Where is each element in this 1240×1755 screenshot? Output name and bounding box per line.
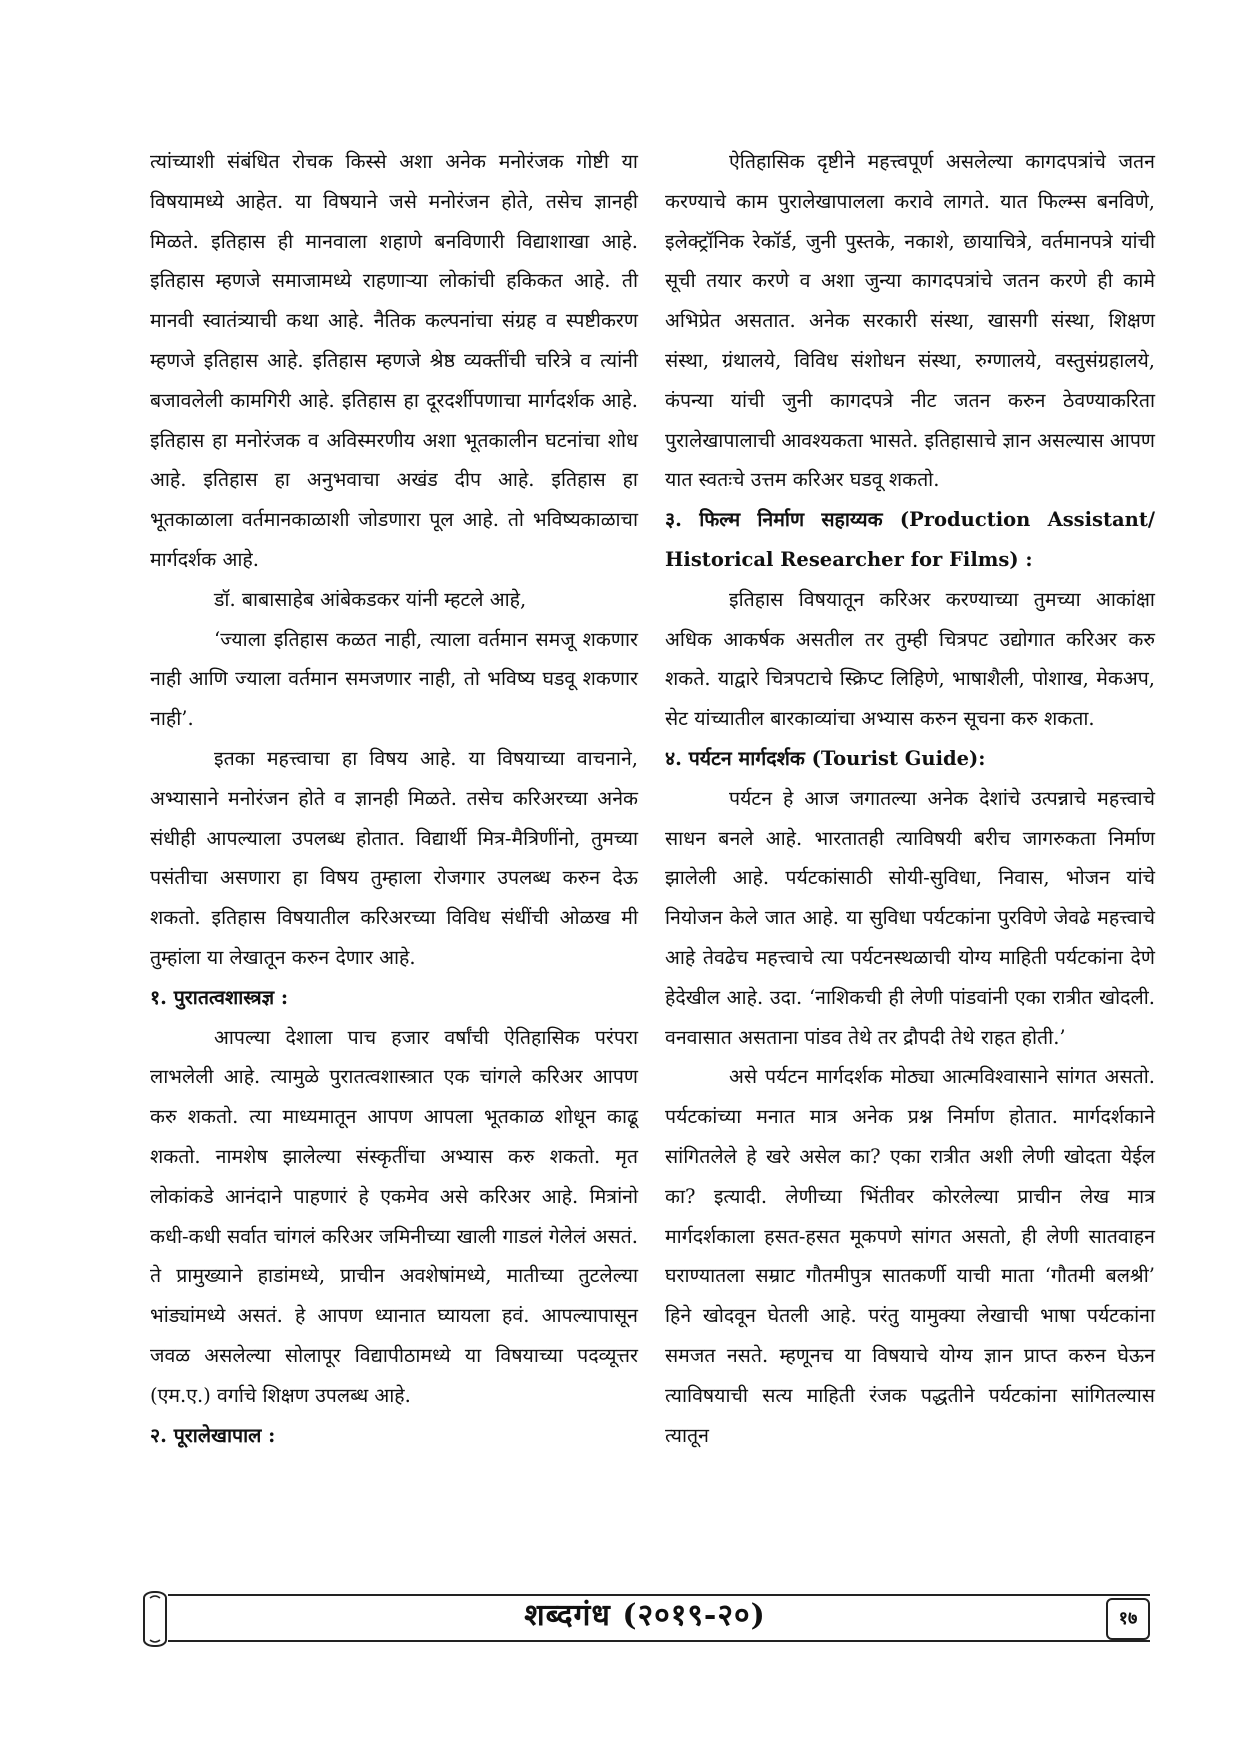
page-number: १७: [1106, 1598, 1150, 1640]
magazine-title: शब्दगंध (२०१९-२०): [524, 1598, 766, 1633]
quote: ‘ज्याला इतिहास कळत नाही, त्याला वर्तमान समजू शकणार नाही आणि ज्याला वर्तमान समजणार नाही, तो भविष्य घडवू शकणार नाही’.: [150, 627, 638, 731]
section-heading: ४. पर्यटन मार्गदर्शक (Tourist Guide):: [665, 746, 986, 770]
paragraph: आपल्या देशाला पाच हजार वर्षांची ऐतिहासिक परंपरा लाभलेली आहे. त्यामुळे पुरातत्वशास्त्रात एक चांगले करिअर आपण करु शकतो. त्या माध्यमातून आपण आपला भूतकाळ शोधून काढू शकतो. नामशेष झालेल्या संस्कृतींचा अभ्यास करु शकतो. मृत लोकांकडे आनंदाने पाहणारं हे एकमेव असे करिअर आहे. मित्रांनो कधी-कधी सर्वात चांगलं करिअर जमिनीच्या खाली गाडलं गेलेलं असतं. ते प्रामुख्याने हाडांमध्ये, प्राचीन अवशेषांमध्ये, मातीच्या तुटलेल्या भांड्यांमध्ये असतं. हे आपण ध्यानात घ्यायला हवं. आपल्यापासून जवळ असलेल्या सोलापूर विद्यापीठामध्ये या विषयाच्या पदव्यूत्तर (एम.ए.) वर्गाचे शिक्षण उपलब्ध आहे.: [150, 1025, 638, 1407]
section-heading: ३. फिल्म निर्माण सहाय्यक (Production Assistant/ Historical Researcher for Films) :: [665, 508, 1155, 571]
section-heading: १. पुरातत्वशास्त्रज्ञ :: [150, 985, 289, 1009]
right-column: [665, 142, 1155, 1455]
footer-rule-bottom: [168, 1640, 1150, 1642]
left-column: [150, 142, 638, 1455]
paragraph: इतका महत्त्वाचा हा विषय आहे. या विषयाच्या वाचनाने, अभ्यासाने मनोरंजन होते व ज्ञानही मिळते. तसेच करिअरच्या अनेक संधीही आपल्याला उपलब्ध होतात. विद्यार्थी मित्र-मैत्रिणींनो, तुमच्या पसंतीचा असणारा हा विषय तुम्हाला रोजगार उपलब्ध करुन देऊ शकतो. इतिहास विषयातील करिअरच्या विविध संधींची ओळख मी तुम्हांला या लेखातून करुन देणार आहे.: [150, 746, 638, 969]
paragraph: पर्यटन हे आज जगातल्या अनेक देशांचे उत्पन्नाचे महत्त्वाचे साधन बनले आहे. भारतातही त्याविषयी बरीच जागरुकता निर्माण झालेली आहे. पर्यटकांसाठी सोयी-सुविधा, निवास, भोजन यांचे नियोजन केले जात आहे. या सुविधा पर्यटकांना पुरविणे जेवढे महत्त्वाचे आहे तेवढेच महत्त्वाचे त्या पर्यटनस्थळाची योग्य माहिती पर्यटकांना देणे हेदेखील आहे. उदा. ‘नाशिकची ही लेणी पांडवांनी एका रात्रीत खोदली. वनवासात असताना पांडव तेथे तर द्रौपदी तेथे राहत होती.’: [665, 786, 1155, 1049]
paragraph: ऐतिहासिक दृष्टीने महत्त्वपूर्ण असलेल्या कागदपत्रांचे जतन करण्याचे काम पुरालेखापालला करावे लागते. यात फिल्म्स बनविणे, इलेक्ट्रॉनिक रेकॉर्ड, जुनी पुस्तके, नकाशे, छायाचित्रे, वर्तमानपत्रे यांची सूची तयार करणे व अशा जुन्या कागदपत्रांचे जतन करणे ही कामे अभिप्रेत असतात. अनेक सरकारी संस्था, खासगी संस्था, शिक्षण संस्था, ग्रंथालये, विविध संशोधन संस्था, रुग्णालये, वस्तुसंग्रहालये, कंपन्या यांची जुनी कागदपत्रे नीट जतन करुन ठेवण्याकरिता पुरालेखापालाची आवश्यकता भासते. इतिहासाचे ज्ञान असल्यास आपण यात स्वतःचे उत्तम करिअर घडवू शकतो.: [665, 150, 1155, 492]
paragraph: इतिहास विषयातून करिअर करण्याच्या तुमच्या आकांक्षा अधिक आकर्षक असतील तर तुम्ही चित्रपट उद्योगात करिअर करु शकते. याद्वारे चित्रपटाचे स्क्रिप्ट लिहिणे, भाषाशैली, पोशाख, मेकअप, सेट यांच्यातील बारकाव्यांचा अभ्यास करुन सूचना करु शकता.: [665, 587, 1155, 731]
page-footer: [140, 1590, 1150, 1650]
section-heading: २. पूरालेखापाल :: [150, 1423, 276, 1447]
paragraph: डॉ. बाबासाहेब आंबेकडकर यांनी म्हटले आहे,: [214, 587, 527, 611]
paragraph: त्यांच्याशी संबंधित रोचक किस्से अशा अनेक मनोरंजक गोष्टी या विषयामध्ये आहेत. या विषयाने जसे मनोरंजन होते, तसेच ज्ञानही मिळते. इतिहास ही मानवाला शहाणे बनविणारी विद्याशाखा आहे. इतिहास म्हणजे समाजामध्ये राहणाऱ्या लोकांची हकिकत आहे. ती मानवी स्वातंत्र्याची कथा आहे. नैतिक कल्पनांचा संग्रह व स्पष्टीकरण म्हणजे इतिहास आहे. इतिहास म्हणजे श्रेष्ठ व्यक्तींची चरित्रे व त्यांनी बजावलेली कामगिरी आहे. इतिहास हा दूरदर्शीपणाचा मार्गदर्शक आहे. इतिहास हा मनोरंजक व अविस्मरणीय अशा भूतकालीन घटनांचा शोध आहे. इतिहास हा अनुभवाचा अखंड दीप आहे. इतिहास हा भूतकाळाला वर्तमानकाळाशी जोडणारा पूल आहे. तो भविष्यकाळाचा मार्गदर्शक आहे.: [150, 150, 638, 571]
paragraph: असे पर्यटन मार्गदर्शक मोठ्या आत्मविश्वासाने सांगत असतो. पर्यटकांच्या मनात मात्र अनेक प्रश्न निर्माण होतात. मार्गदर्शकाने सांगितलेले हे खरे असेल का? एका रात्रीत अशी लेणी खोदता येईल का? इत्यादी. लेणीच्या भिंतीवर कोरलेल्या प्राचीन लेख मात्र मार्गदर्शकाला हसत-हसत मूकपणे सांगत असतो, ही लेणी सातवाहन घराण्यातला सम्राट गौतमीपुत्र सातकर्णी याची माता ‘गौतमी बलश्री’ हिने खोदवून घेतली आहे. परंतु यामुक्या लेखाची भाषा पर्यटकांना समजत नसते. म्हणूनच या विषयाचे योग्य ज्ञान प्राप्त करुन घेऊन त्याविषयाची सत्य माहिती रंजक पद्धतीने पर्यटकांना सांगितल्यास त्यातून: [665, 1065, 1155, 1447]
